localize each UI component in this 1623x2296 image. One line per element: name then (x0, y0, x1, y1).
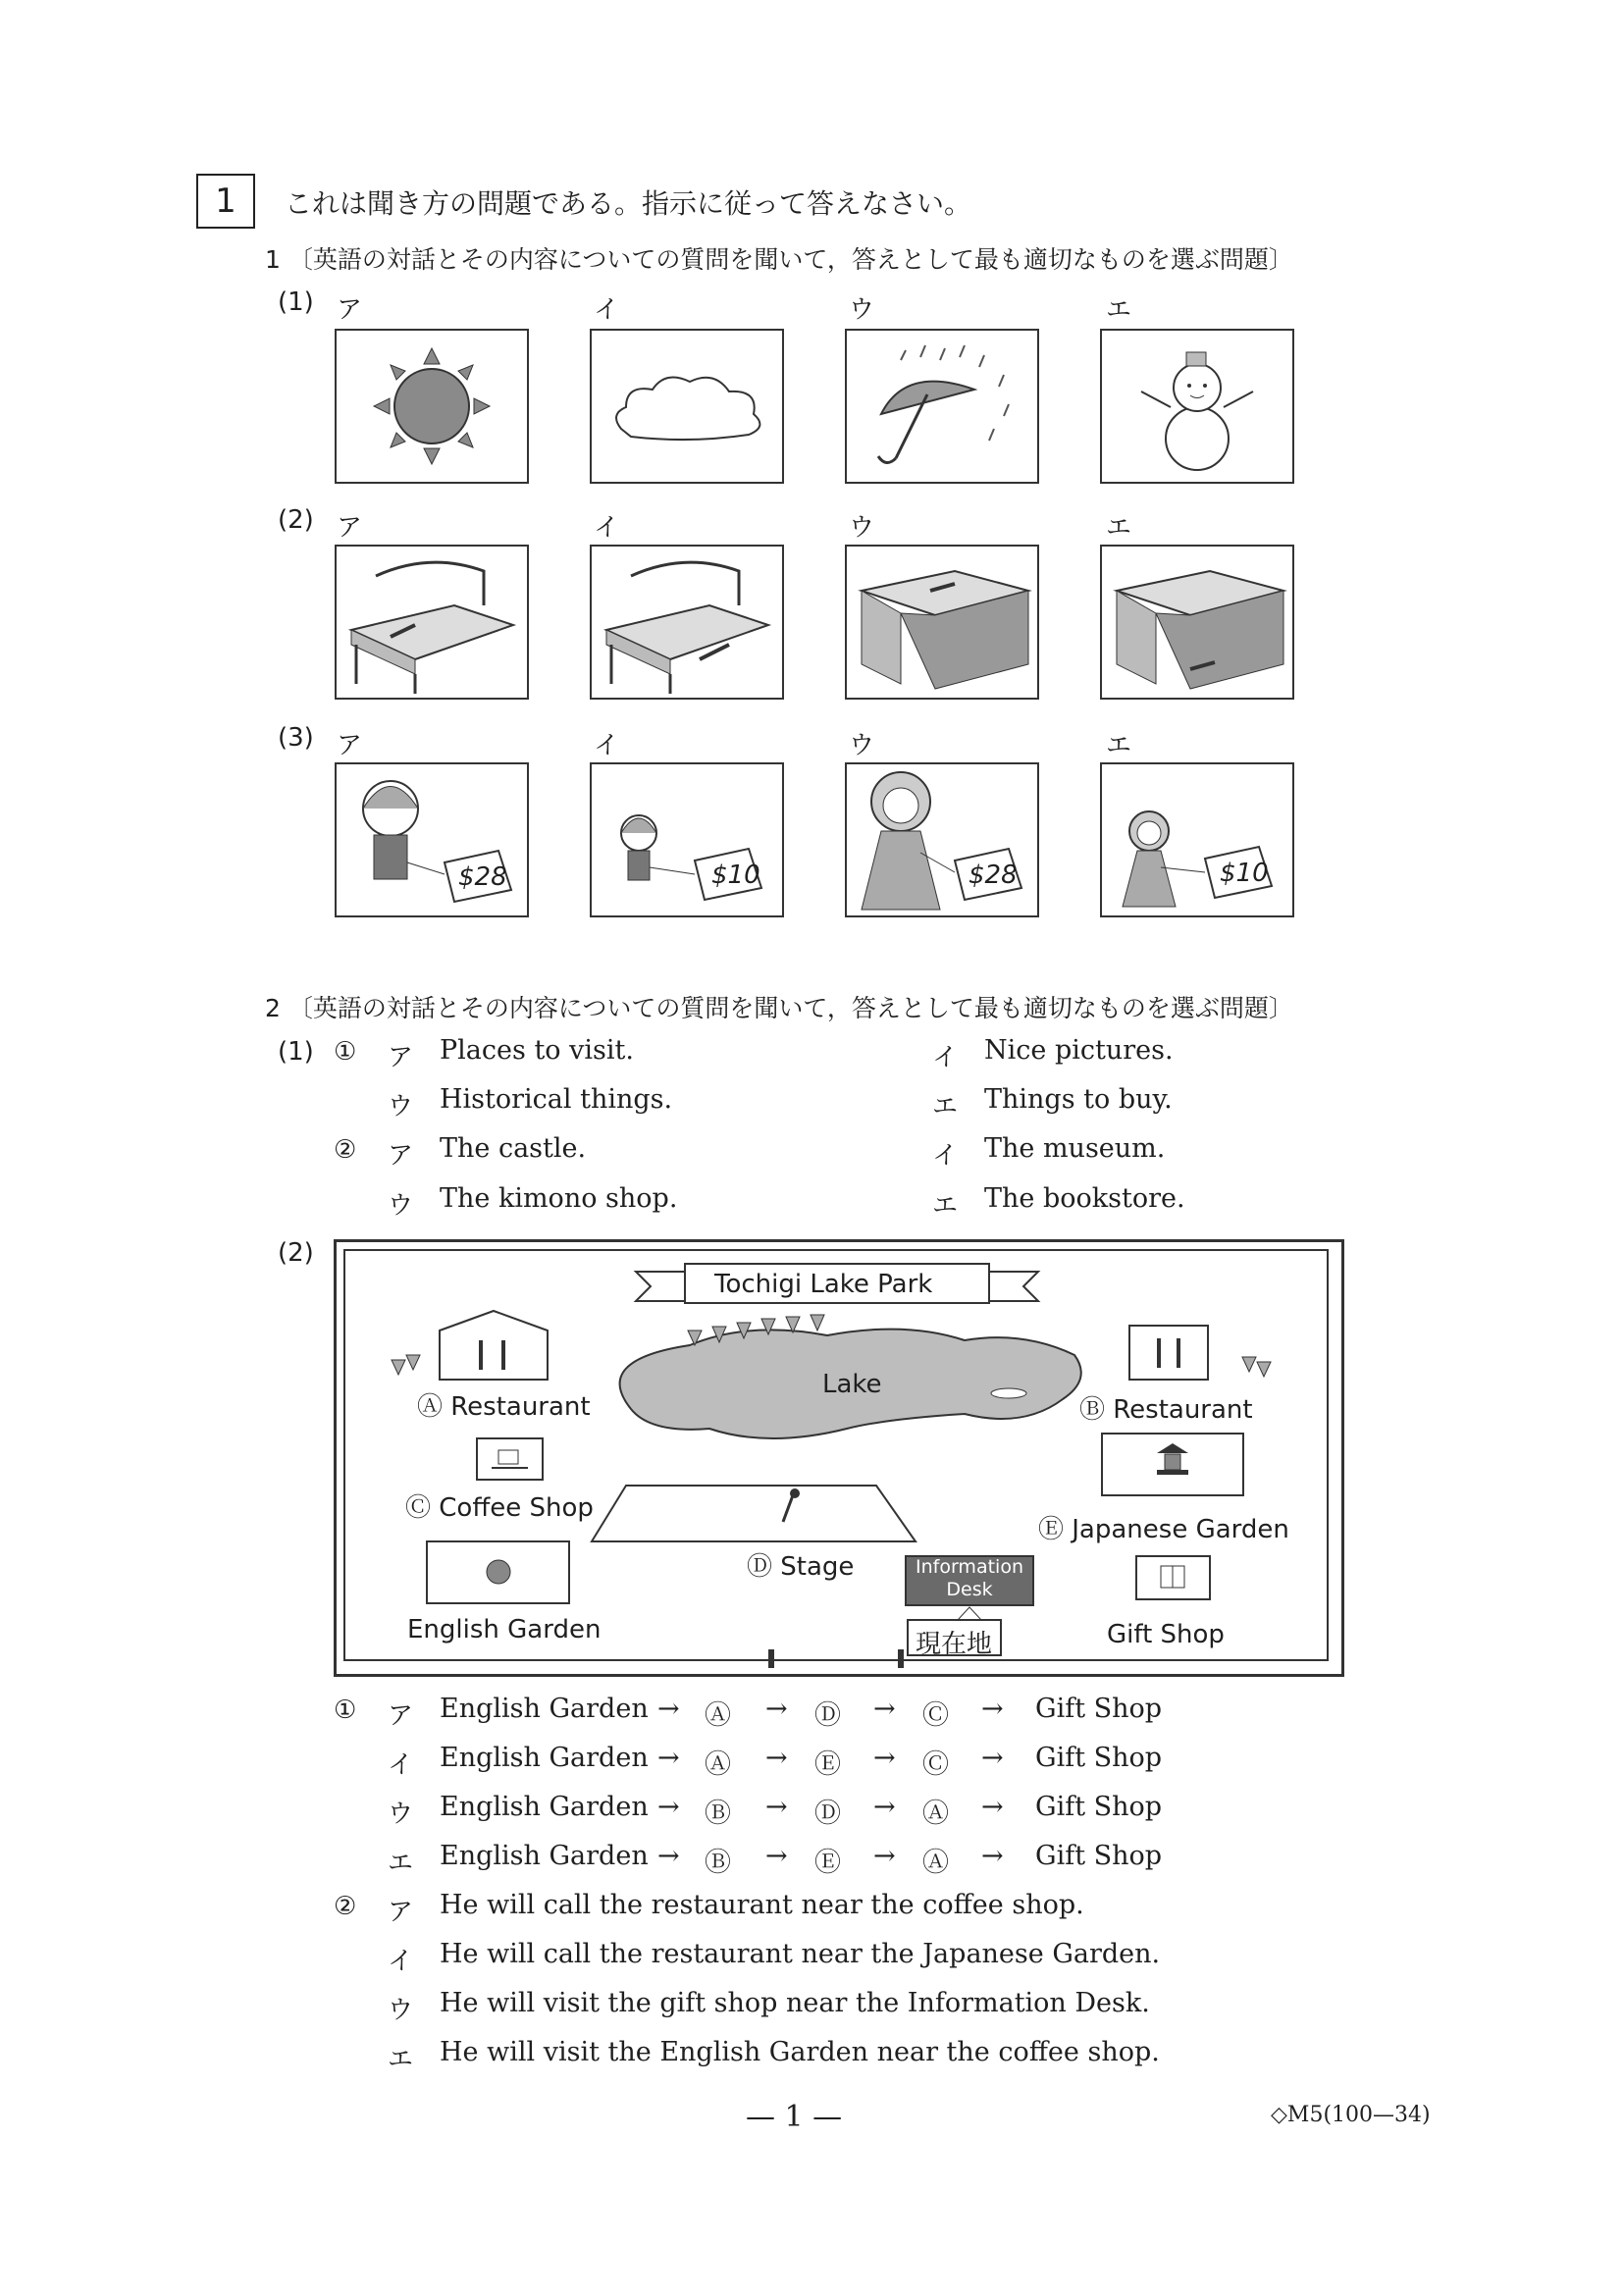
choice-e-label: エ (1106, 513, 1132, 543)
price-tag: $10 (1220, 859, 1269, 888)
choice-e-label: エ (1106, 295, 1132, 325)
option-text: Nice pictures. (984, 1035, 1174, 1066)
choice-a-label: ア (388, 1043, 414, 1072)
desk-watch-under-picture (1100, 545, 1294, 700)
option-text: He will call the restaurant near the coffee shop. (440, 1890, 1084, 1920)
route-token: → (765, 1841, 788, 1871)
route-token: Ⓐ (705, 1749, 731, 1780)
route-token: → (873, 1792, 896, 1822)
choice-i-label: イ (388, 1750, 414, 1780)
route-token: → (765, 1694, 788, 1724)
route-token: Ⓑ (705, 1848, 731, 1878)
desk-watch-on-picture (845, 545, 1039, 700)
page-number: — 1 — (746, 2100, 843, 2134)
option-text: Things to buy. (984, 1084, 1173, 1115)
route-token: Ⓒ (922, 1700, 949, 1731)
snowman-icon (1102, 331, 1292, 482)
option-text: Places to visit. (440, 1035, 634, 1066)
route-token: Ⓒ (922, 1749, 949, 1780)
price-tag: $28 (458, 862, 507, 892)
choice-u-label: ウ (388, 1996, 414, 2025)
route-token: English Garden (440, 1694, 649, 1724)
small-doll-picture (590, 762, 784, 917)
restaurant-b-label: Ⓑ Restaurant (1079, 1395, 1253, 1425)
choice-e-label: エ (1106, 731, 1132, 760)
choice-i-label: イ (594, 513, 620, 543)
option-text: The bookstore. (984, 1183, 1185, 1214)
choice-e-label: エ (388, 2045, 414, 2074)
route-token: → (873, 1694, 896, 1724)
option-text: Historical things. (440, 1084, 673, 1115)
p2-q1-label: (1) (278, 1037, 314, 1067)
option-text: He will call the restaurant near the Japanese Garden. (440, 1939, 1161, 1969)
japanese-garden-label: Ⓔ Japanese Garden (1038, 1515, 1289, 1544)
desk-icon (1102, 547, 1292, 698)
choice-a-label: ア (337, 295, 363, 325)
price-tag: $28 (969, 861, 1018, 890)
part2-heading: 2 〔英語の対話とその内容についての質問を聞いて，答えとして最も適切なものを選ぶ問題〕 (265, 994, 1293, 1022)
choice-a-label: ア (388, 1701, 414, 1731)
bed-icon (592, 547, 782, 698)
sub-question-2: ② (334, 1135, 357, 1165)
sub-question-1: ① (334, 1037, 357, 1067)
desk-icon (847, 547, 1037, 698)
option-text: The castle. (440, 1133, 587, 1164)
choice-u-label: ウ (849, 731, 875, 760)
choice-i-label: イ (594, 295, 620, 325)
route-token: → (657, 1792, 680, 1822)
choice-e-label: エ (932, 1092, 959, 1122)
route-token: English Garden (440, 1743, 649, 1773)
choice-i-label: イ (932, 1043, 959, 1072)
route-token: Gift Shop (1035, 1792, 1163, 1822)
option-text: The museum. (984, 1133, 1166, 1164)
route-token: Gift Shop (1035, 1841, 1163, 1871)
route-token: Ⓐ (705, 1700, 731, 1731)
q1-label: (1) (278, 287, 314, 317)
route-token: Gift Shop (1035, 1694, 1163, 1724)
bed-watch-on-picture (335, 545, 529, 700)
choice-u-label: ウ (849, 295, 875, 325)
option-text: He will visit the English Garden near the coffee shop. (440, 2037, 1160, 2067)
choice-e-label: エ (388, 1849, 414, 1878)
route-token: → (981, 1694, 1004, 1724)
route-token: Ⓐ (922, 1799, 949, 1829)
info-desk-line2: Desk (946, 1579, 993, 1600)
option-text: The kimono shop. (440, 1183, 678, 1214)
gift-shop-label: Gift Shop (1107, 1620, 1225, 1649)
route-token: English Garden (440, 1792, 649, 1822)
route-token: Ⓔ (814, 1749, 841, 1780)
sub-question-2: ② (334, 1892, 357, 1921)
route-token: Ⓑ (705, 1799, 731, 1829)
large-doll-picture (335, 762, 529, 917)
option-text: He will visit the gift shop near the Information Desk. (440, 1988, 1150, 2018)
map-title: Tochigi Lake Park (714, 1270, 933, 1299)
route-token: → (657, 1694, 680, 1724)
lake-label: Lake (822, 1370, 882, 1399)
price-tag: $10 (711, 861, 760, 890)
park-map (334, 1239, 1344, 1677)
cloud-picture (590, 329, 784, 484)
choice-i-label: イ (932, 1141, 959, 1171)
route-token: → (657, 1841, 680, 1871)
q3-label: (3) (278, 723, 314, 753)
q2-label: (2) (278, 505, 314, 535)
question-number-box: 1 (196, 174, 255, 229)
p2-q2-label: (2) (278, 1238, 314, 1268)
snowman-picture (1100, 329, 1294, 484)
choice-u-label: ウ (388, 1092, 414, 1122)
coffee-shop-label: Ⓒ Coffee Shop (405, 1493, 594, 1523)
doll-icon (337, 764, 527, 915)
stage-label: Ⓓ Stage (747, 1552, 855, 1582)
sun-picture (335, 329, 529, 484)
part1-heading: 1 〔英語の対話とその内容についての質問を聞いて，答えとして最も適切なものを選ぶ問題〕 (265, 245, 1293, 274)
route-token: → (873, 1841, 896, 1871)
rain-picture (845, 329, 1039, 484)
route-token: → (981, 1743, 1004, 1773)
cloud-icon (592, 331, 782, 482)
doll-icon (1102, 764, 1292, 915)
current-location-label: 現在地 (916, 1630, 993, 1659)
doll-icon (592, 764, 782, 915)
choice-a-label: ア (388, 1141, 414, 1171)
umbrella-icon (847, 331, 1037, 482)
bed-watch-under-picture (590, 545, 784, 700)
route-token: English Garden (440, 1841, 649, 1871)
choice-u-label: ウ (388, 1800, 414, 1829)
route-token: Ⓓ (814, 1700, 841, 1731)
route-token: Ⓔ (814, 1848, 841, 1878)
route-token: → (873, 1743, 896, 1773)
sun-icon (337, 331, 527, 482)
route-token: → (657, 1743, 680, 1773)
restaurant-a-label: Ⓐ Restaurant (417, 1392, 591, 1422)
route-token: Gift Shop (1035, 1743, 1163, 1773)
exam-code: ◇M5(100—34) (1271, 2103, 1431, 2127)
instruction: これは聞き方の問題である。指示に従って答えなさい。 (285, 187, 972, 220)
doll-icon (847, 764, 1037, 915)
route-token: → (981, 1841, 1004, 1871)
choice-u-label: ウ (849, 513, 875, 543)
choice-e-label: エ (932, 1191, 959, 1221)
route-token: Ⓓ (814, 1799, 841, 1829)
map-drawing (337, 1242, 1335, 1668)
large-dress-doll-picture (845, 762, 1039, 917)
sub-question-1: ① (334, 1696, 357, 1725)
route-token: → (765, 1792, 788, 1822)
choice-a-label: ア (388, 1898, 414, 1927)
choice-u-label: ウ (388, 1191, 414, 1221)
choice-a-label: ア (337, 731, 363, 760)
bed-icon (337, 547, 527, 698)
choice-i-label: イ (388, 1947, 414, 1976)
english-garden-label: English Garden (407, 1615, 602, 1644)
route-token: → (765, 1743, 788, 1773)
route-token: → (981, 1792, 1004, 1822)
choice-a-label: ア (337, 513, 363, 543)
small-dress-doll-picture (1100, 762, 1294, 917)
choice-i-label: イ (594, 731, 620, 760)
route-token: Ⓐ (922, 1848, 949, 1878)
info-desk-line1: Information (916, 1556, 1023, 1578)
